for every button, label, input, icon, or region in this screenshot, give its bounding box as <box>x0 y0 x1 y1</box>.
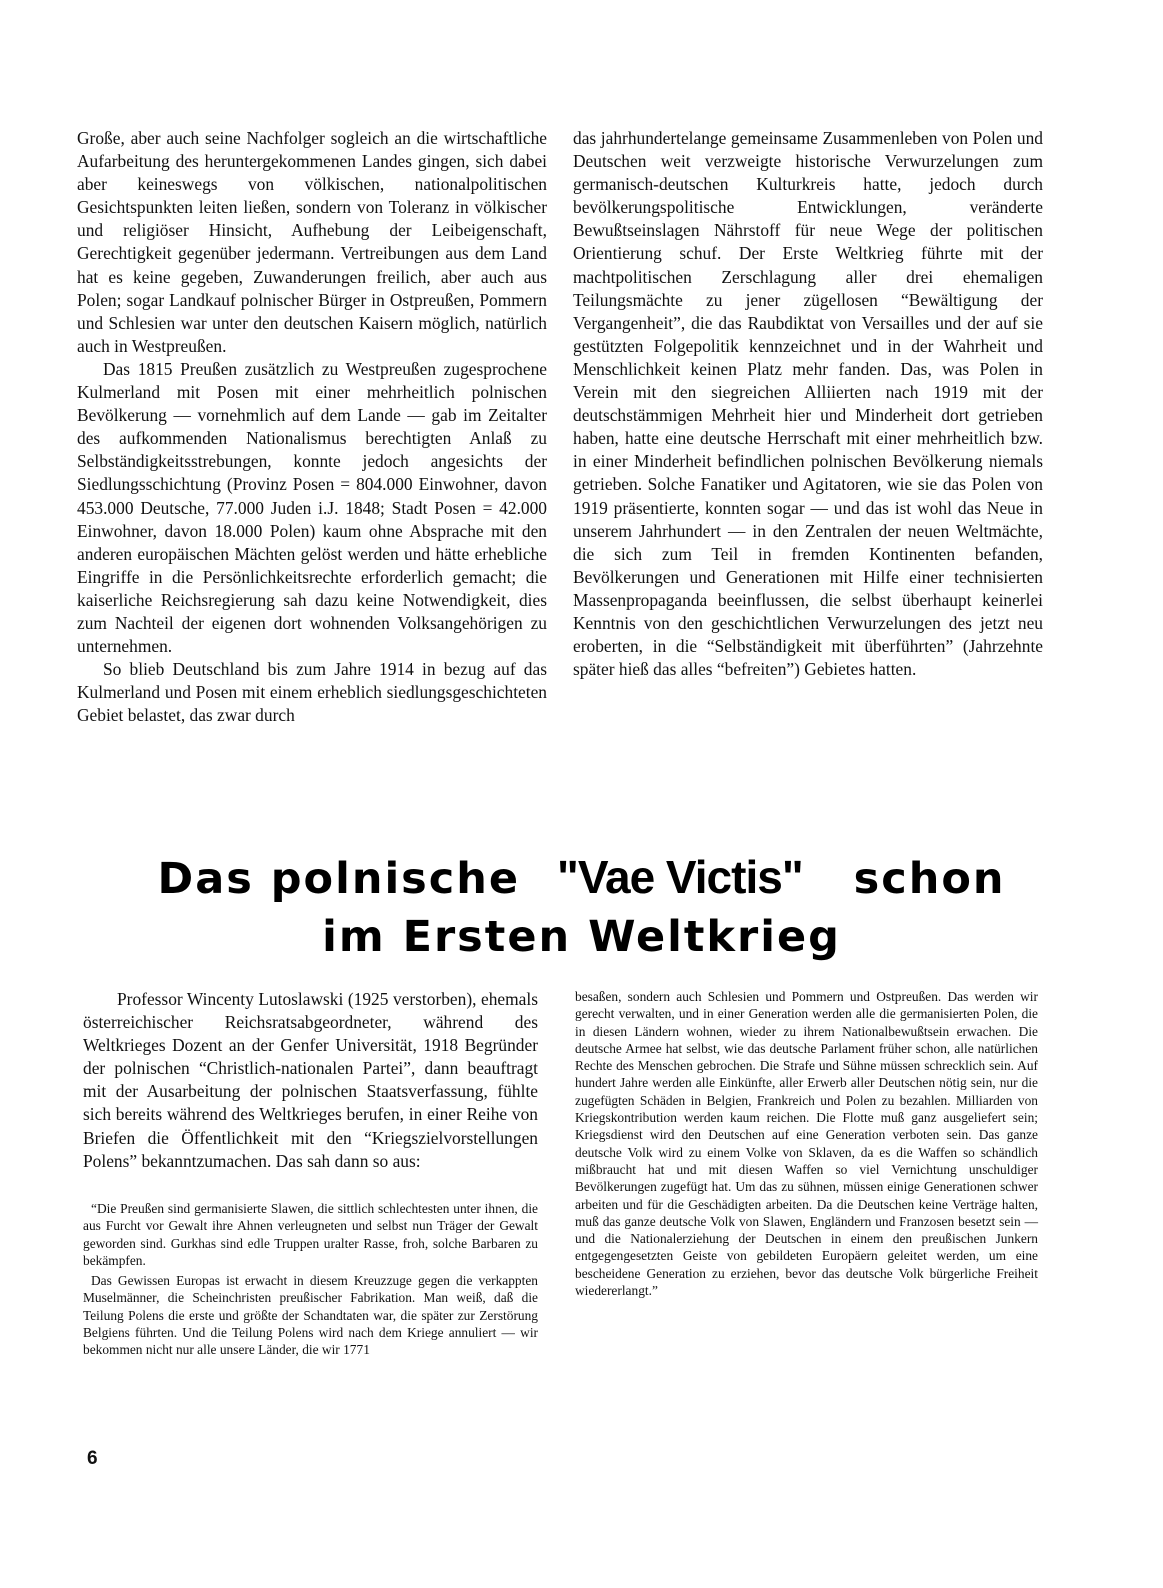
article-intro-column <box>83 988 538 1173</box>
headline-line-2: im Ersten Weltkrieg <box>322 912 841 962</box>
article-intro: Professor Wincenty Lutoslawski (1925 verstorben), ehemals österreichischer Reichsratsabgeordneter, während des Weltkrieges Dozent an der Genfer Universität, 1918 Begründer der polnischen “Christlich-nationalen Partei”, dann beauftragt mit der Ausarbeitung der polnischen Staatsverfassung, fühlte sich bereits während des Weltkrieges berufen, in einer Reihe von Briefen die Öffentlichkeit mit den “Kriegszielvorstellungen Polens” bekanntzumachen. Das sah dann so aus: <box>83 989 538 1171</box>
headline-vae-victis: "Vae Victis" <box>557 851 803 903</box>
quote-paragraph: besaßen, sondern auch Schlesien und Pommern und Ostpreußen. Das werden wir gerecht verwalten, und in einer Generation werden alle die germanisierten Polen, die in diesen Ländern wohnen, wieder zu ihrem Nationalbewußtsein erwachen. Die deutsche Armee hat selbst, wie das deutsche Parlament früher schon, alle natürlichen Rechte des Menschen gebrochen. Die Strafe und Sühne müssen schrecklich sein. Auf hundert Jahre werden alle Einkünfte, aller Erwerb aller Deutschen nötig sein, nur die zugefügten Schäden in Belgien, Frankreich und Polen zu bezahlen. Milliarden von Kriegskontribution werden kaum reichen. Die Flotte muß ganz ausgeliefert sein; Kriegsdienst wird den Deutschen auf eine Generation verboten sein. Das ganze deutsche Volk wird zu einem Volke von Sklaven, da es die Waffen so schändlich mißbraucht hat und mit diesen Waffen so viel Vernichtung unschuldiger Bevölkerungen zugefügt hat. Um das zu sühnen, müssen einige Generationen schwer arbeiten und für die Geschädigten arbeiten. Da die Deutschen keine Verträge halten, muß das ganze deutsche Volk von Slawen, Engländern und Franzosen besetzt sein — und die Nationalerziehung der Deutschen in einem den preußischen Junkern entgegengesetzten Geiste von gebildeten Europäern geleitet werden, um eine bescheidene Generation zu erziehen, bevor das deutsche Volk bürgerliche Freiheit wiedererlangt.” <box>575 989 1038 1299</box>
quote-right-column <box>575 988 1038 1299</box>
quote-left-column <box>83 1200 538 1362</box>
body-paragraph: das jahrhundertelange gemeinsame Zusammenleben von Polen und Deutschen weit verzweigte historische Verwurzelungen zum germanisch-deutschen Kulturkreis hatte, jedoch durch bevölkerungspolitische Entwicklungen, veränderte Bewußtseinslagen Nährstoff für neue Wege der politischen Orientierung schuf. Der Erste Weltkrieg führte mit der machtpolitischen Zerschlagung aller drei ehemaligen Teilungsmächte zu jener zügellosen “Bewältigung der Vergangenheit”, die das Raubdiktat von Versailles und der auf sie gestützten Folgepolitik kennzeichnet und in der Wahrheit und Menschlichkeit keinen Platz mehr fanden. Das, was Polen in Verein mit den siegreichen Alliierten nach 1919 mit der deutschstämmigen Mehrheit hier und Minderheit dort getrieben haben, hatte eine deutsche Herrschaft mit einer mehrheitlich bzw. in einer Minderheit befindlichen polnischen Bevölkerung niemals getrieben. Solche Fanatiker und Agitatoren, wie sie das Polen von 1919 präsentierte, konnten sogar — und das ist wohl das Neue in unserem Jahrhundert — in den Zentralen der neuen Weltmächte, die sich zum Teil in fremden Kontinenten befanden, Bevölkerungen und Generationen mit Hilfe einer technisierten Massenpropaganda beeinflussen, die selbst überhaupt keinerlei Kenntnis von den geschichtlichen Verwurzelungen des jetzt neu eroberten, in die “Selbständigkeit mit überführten” (Jahrzehnte später hieß das alles “befreiten”) Gebietes hatten. <box>573 128 1043 680</box>
quote-paragraph: Das Gewissen Europas ist erwacht in diesem Kreuzzuge gegen die verkappten Muselmänner, die Scheinchristen preußischer Fabrikation. Man weiß, daß die Teilung Polens die erste und größte der Schandtaten war, die später zur Zerstörung Belgiens führten. Und die Teilung Polens wird nach dem Kriege annuliert — wir bekommen nicht nur alle unsere Länder, die wir 1771 <box>83 1273 538 1358</box>
quote-paragraph: “Die Preußen sind germanisierte Slawen, die sittlich schlechtesten unter ihnen, die aus Furcht vor Gewalt ihre Ahnen verleugneten und selbst nun Träger der Gewalt geworden sind. Gurkhas sind edle Truppen uralter Rasse, froh, solche Barbaren zu bekämpfen. <box>83 1201 538 1268</box>
article-headline <box>60 848 1103 966</box>
headline-part-1: Das polnische <box>157 854 521 904</box>
page-number: 6 <box>87 1448 98 1469</box>
headline-line-1 <box>60 848 1103 908</box>
body-paragraph: Große, aber auch seine Nachfolger sogleich an die wirtschaftliche Aufarbeitung des heruntergekommenen Landes gingen, sich dabei aber keineswegs von völkischen, nationalpolitischen Gesichtspunkten leiten ließen, sondern von Toleranz in völkischer und religiöser Hinsicht, Aufhebung der Leibeigenschaft, Gerechtigkeit gegenüber jedermann. Vertreibungen aus dem Land hat es keine gegeben, Zuwanderungen freilich, aber auch aus Polen; sogar Landkauf polnischer Bürger in Ostpreußen, Pommern und Schlesien war unter den deutschen Kaisern möglich, natürlich auch in Westpreußen. <box>77 128 547 356</box>
body-paragraph: So blieb Deutschland bis zum Jahre 1914 in bezug auf das Kulmerland und Posen mit einem erheblich siedlungsgeschichteten Gebiet belastet, das zwar durch <box>77 659 547 726</box>
body-paragraph: Das 1815 Preußen zusätzlich zu Westpreußen zugesprochene Kulmerland mit Posen mit einer mehrheitlich polnischen Bevölkerung — vornehmlich auf dem Lande — gab im Zeitalter des aufkommenden Nationalismus berechtigten Anlaß zu Selbständigkeitsstrebungen, konnte jedoch angesichts der Siedlungsschichtung (Provinz Posen = 804.000 Einwohner, davon 453.000 Deutsche, 77.000 Juden i.J. 1848; Stadt Posen = 42.000 Einwohner, davon 18.000 Polen) kaum ohne Absprache mit den anderen europäischen Mächten gelöst werden und hätte erhebliche Eingriffe in die Persönlichkeitsrechte erforderlich gemacht; die kaiserliche Reichsregierung sah dazu keine Notwendigkeit, dies zum Nachteil der eigenen dort wohnenden Volksangehörigen zu unternehmen. <box>77 358 547 657</box>
top-left-column <box>77 127 547 727</box>
headline-part-3: schon <box>853 854 1006 904</box>
top-right-column <box>573 127 1043 681</box>
